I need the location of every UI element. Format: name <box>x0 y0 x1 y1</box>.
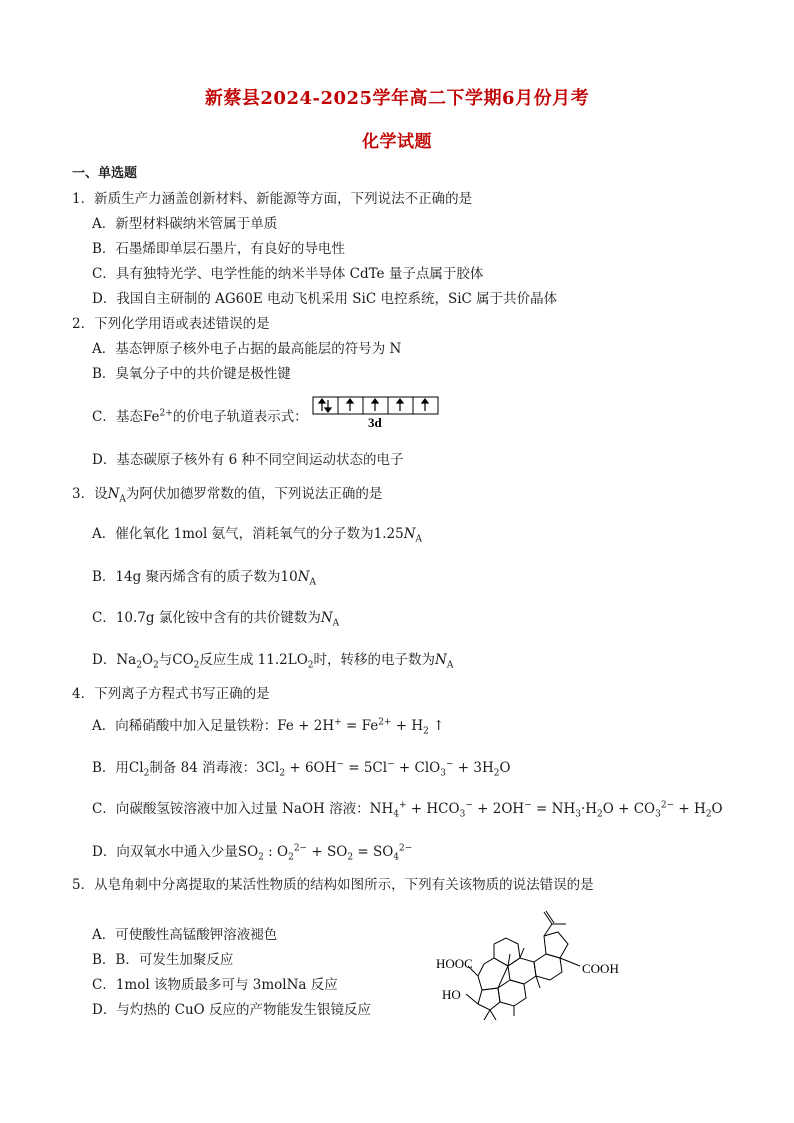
label-hooc: HOOC <box>436 956 473 971</box>
q3d-prefix: D． <box>92 652 117 668</box>
q3c-text: C．10.7g 氯化铵中含有的共价键数为 <box>92 610 321 626</box>
q3a-value: 1.25 <box>373 526 404 542</box>
question-3-stem <box>72 482 382 505</box>
question-4-stem: 4．下列离子方程式书写正确的是 <box>72 686 270 702</box>
question-2-stem: 2．下列化学用语或表述错误的是 <box>72 316 270 332</box>
question-2-option-c <box>92 405 308 425</box>
structure-diagram <box>432 910 642 1025</box>
option-c-prefix: C．基态 <box>92 409 143 425</box>
question-1-option-c: C．具有独特光学、电学性能的纳米半导体 CdTe 量子点属于胶体 <box>92 266 484 282</box>
question-5-option-b: B．B．可发生加聚反应 <box>92 952 234 968</box>
q3b-value: 10 <box>280 569 298 585</box>
q3-prefix: 3．设 <box>72 486 108 502</box>
question-1-option-a: A．新型材料碳纳米管属于单质 <box>92 216 278 232</box>
question-5-option-a: A．可使酸性高锰酸钾溶液褪色 <box>92 927 278 943</box>
na-sub: A <box>309 577 317 588</box>
q3b-text: B．14g 聚丙烯含有的质子数为 <box>92 569 281 585</box>
question-4-option-c: C．向碳酸氢铵溶液中加入过量 NaOH 溶液：$NH_4^+ + HCO_3^- + 2OH^- = NH_3\cdot H_2O + CO_3^{2-} + H_2O$ <box>92 800 723 820</box>
section-heading: 一、单选题 <box>72 166 138 181</box>
question-2-option-b: B．臭氧分子中的共价键是极性键 <box>92 366 291 382</box>
q4a-text: A．向稀硝酸中加入足量铁粉： <box>92 718 278 734</box>
fe-ion: Fe <box>142 409 160 425</box>
question-2-option-a: A．基态钾原子核外电子占据的最高能层的符号为 N <box>92 341 402 357</box>
fe-charge: 2+ <box>159 408 173 419</box>
page-subtitle: 化学试题 <box>362 132 432 152</box>
na-symbol: N <box>435 652 447 668</box>
label-cooh: COOH <box>582 961 619 976</box>
na-sub: A <box>332 618 340 629</box>
question-5-stem: 5．从皂角刺中分离提取的某活性物质的结构如图所示，下列有关该物质的说法错误的是 <box>72 877 594 893</box>
q3d-mid: 反应生成 11.2L <box>199 652 297 668</box>
question-1-option-d: D．我国自主研制的 AG60E 电动飞机采用 SiC 电控系统，SiC 属于共价晶体 <box>92 291 558 307</box>
na-symbol: N <box>107 486 120 502</box>
na-sub: A <box>415 534 423 545</box>
question-4-option-a: A．向稀硝酸中加入足量铁粉：$Fe + 2H^+ = Fe^{2+} + H_2$ ↑ <box>92 717 445 737</box>
q4b-mid: 制备 84 消毒液： <box>149 760 257 776</box>
question-3-option-d: D．$Na_2O_2$与$CO_2$反应生成 $11.2LO_2$时，转移的电子数为$N_A$ <box>92 652 454 671</box>
page-title: 新蔡县2024-2025学年高二下学期6月份月考 <box>204 88 590 109</box>
question-4-option-b: B．用$Cl_2$制备 84 消毒液：$3Cl_2 + 6OH^- = 5Cl^- + ClO_3^- + 3H_2O$ <box>92 759 511 779</box>
na-symbol: N <box>320 610 333 626</box>
question-5-option-c: C．1mol 该物质最多可与 3molNa 反应 <box>92 977 338 993</box>
q4d-text: D．向双氧水中通入少量 <box>92 844 238 860</box>
label-ho: HO <box>442 987 461 1002</box>
question-1-option-b: B．石墨烯即单层石墨片，有良好的导电性 <box>92 241 345 257</box>
na-symbol: N <box>297 569 310 585</box>
question-3-option-c <box>92 606 339 629</box>
na-sub: A <box>446 660 454 671</box>
question-5-option-d: D．与灼热的 CuO 反应的产物能发生银镜反应 <box>92 1002 371 1018</box>
question-3-option-b <box>92 565 316 588</box>
question-3-option-a <box>92 522 422 545</box>
q3d-suffix: 时，转移的电子数为 <box>313 652 436 668</box>
q4c-text: C．向碳酸氢铵溶液中加入过量 NaOH 溶液： <box>92 801 370 817</box>
q4b-prefix: B．用 <box>92 760 129 776</box>
orbital-label: 3d <box>368 415 382 430</box>
question-1-stem: 1．新质生产力涵盖创新材料、新能源等方面，下列说法不正确的是 <box>72 191 473 207</box>
option-c-suffix: 的价电子轨道表示式： <box>172 409 308 425</box>
na-symbol: N <box>403 526 416 542</box>
q3-suffix: 为阿伏加德罗常数的值，下列说法正确的是 <box>125 486 383 502</box>
orbital-diagram <box>312 396 442 430</box>
na-sub: A <box>119 494 126 505</box>
q3a-text: A．催化氧化 1mol 氨气，消耗氧气的分子数为 <box>92 526 374 542</box>
question-2-option-d: D．基态碳原子核外有 6 种不同空间运动状态的电子 <box>92 452 404 468</box>
question-4-option-d: D．向双氧水中通入少量$SO_2$ : $O_2^{2-} + SO_2 = SO_4^{2-}$ <box>92 843 413 863</box>
